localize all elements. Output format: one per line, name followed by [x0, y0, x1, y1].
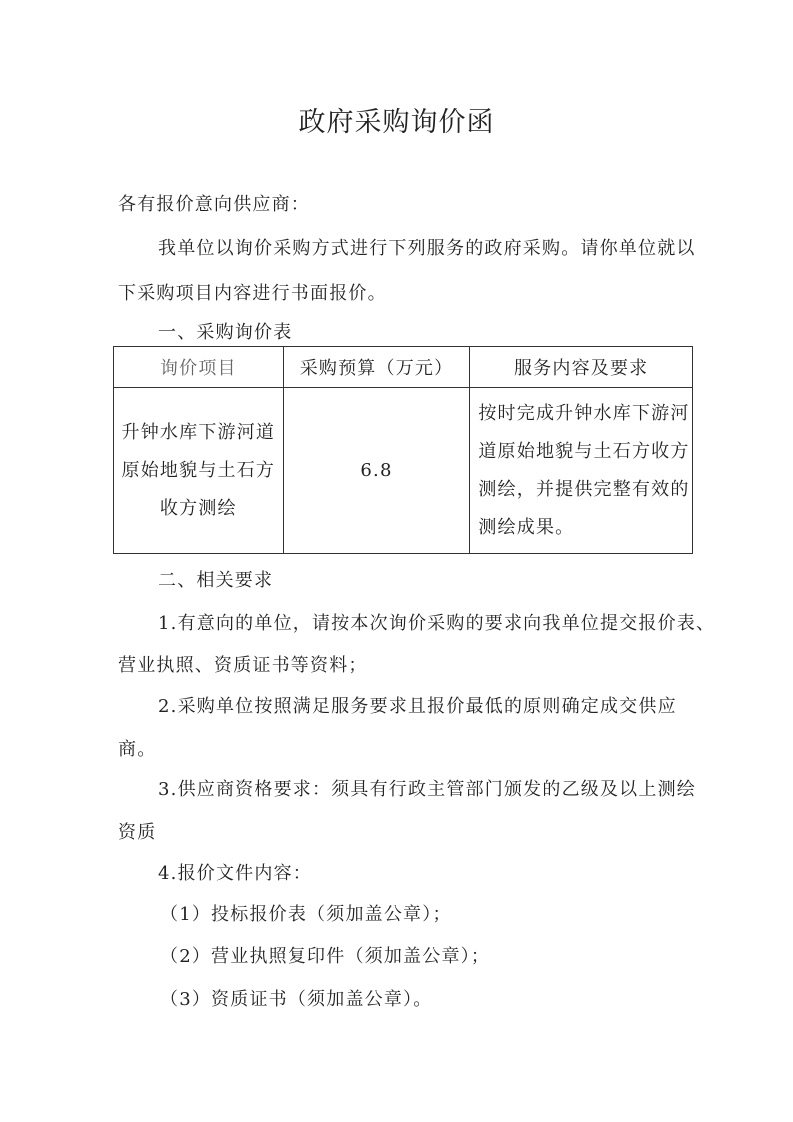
- header-item: 询价项目: [114, 347, 284, 388]
- section-heading-requirements: 二、相关要求: [158, 570, 274, 591]
- doc-item-2: （2）营业执照复印件（须加盖公章）；: [160, 946, 491, 967]
- intro-line-2: 下采购项目内容进行书面报价。: [118, 283, 387, 304]
- header-requirements: 服务内容及要求: [470, 347, 693, 388]
- cell-budget: 6.8: [283, 388, 470, 554]
- table-row: [114, 388, 693, 554]
- requirement-3-line-1: 3.供应商资格要求：须具有行政主管部门颁发的乙级及以上测绘: [158, 779, 696, 800]
- document-title: 政府采购询价函: [298, 107, 495, 138]
- docs-heading: 4.报价文件内容：: [158, 863, 312, 884]
- requirement-2-line-1: 2.采购单位按照满足服务要求且报价最低的原则确定成交供应: [158, 696, 677, 717]
- requirement-1-line-2: 营业执照、资质证书等资料；: [118, 655, 368, 676]
- doc-item-3: （3）资质证书（须加盖公章）。: [160, 989, 433, 1010]
- header-budget: 采购预算（万元）: [283, 347, 470, 388]
- cell-requirements: 按时完成升钟水库下游河 道原始地貌与土石方收方 测绘，并提供完整有效的 测绘成果。: [470, 388, 693, 554]
- doc-item-1: （1）投标报价表（须加盖公章）；: [160, 904, 452, 925]
- requirement-3-line-2: 资质: [118, 822, 157, 843]
- section-heading-quote-table: 一、采购询价表: [158, 322, 293, 343]
- requirement-2-line-2: 商。: [118, 739, 157, 760]
- salutation: 各有报价意向供应商：: [118, 194, 310, 215]
- table-header-row: [114, 347, 693, 388]
- cell-item: 升钟水库下游河道 原始地貌与土石方 收方测绘: [114, 388, 284, 554]
- quote-table: [113, 346, 693, 554]
- intro-line-1: 我单位以询价采购方式进行下列服务的政府采购。请你单位就以: [158, 238, 696, 259]
- requirement-1-line-1: 1.有意向的单位，请按本次询价采购的要求向我单位提交报价表、: [158, 613, 716, 634]
